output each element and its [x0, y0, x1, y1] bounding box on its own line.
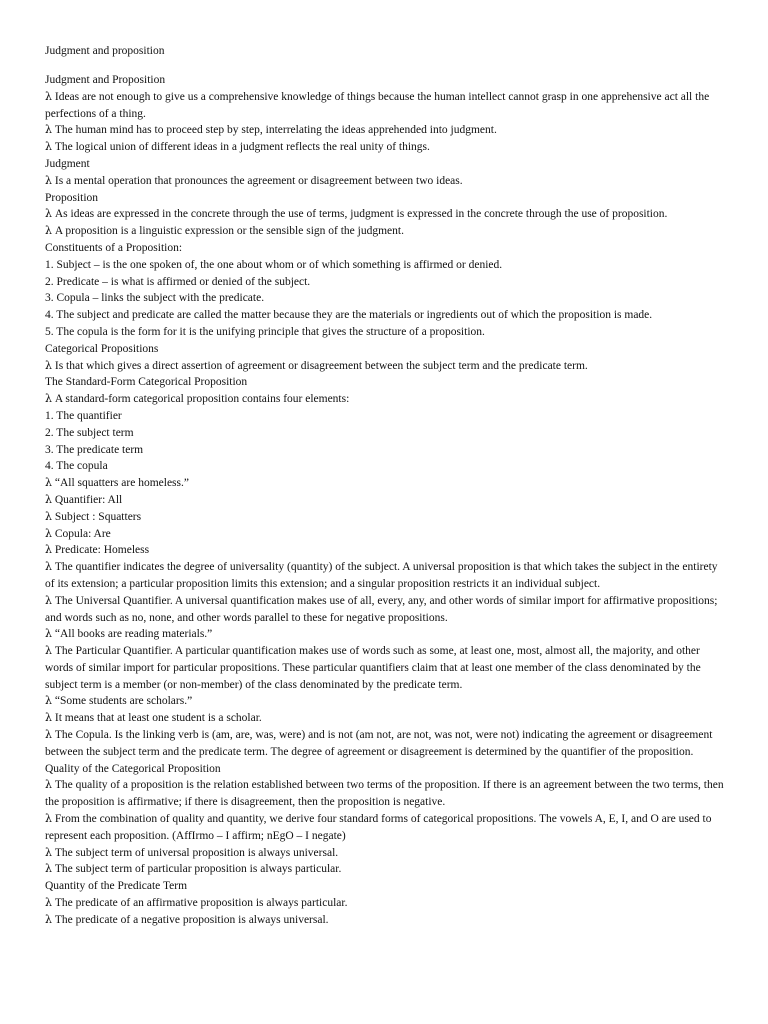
lambda-bullet-icon: λ: [45, 173, 52, 187]
bullet-item: [45, 861, 725, 878]
document-title: Judgment and proposition: [45, 45, 165, 57]
bullet-item: [45, 912, 725, 929]
section-heading: [45, 878, 725, 895]
line-text: 3. Copula – links the subject with the predicate.: [45, 292, 265, 305]
line-text: Categorical Propositions: [45, 342, 159, 355]
bullet-item: [45, 173, 725, 190]
bullet-item: [45, 811, 725, 845]
line-text: As ideas are expressed in the concrete through the use of terms, judgment is expressed in the concrete through the use of proposition.: [54, 208, 668, 221]
bullet-item: [45, 559, 725, 593]
line-text: Proposition: [45, 191, 99, 204]
line-text: The logical union of different ideas in a judgment reflects the real unity of things.: [54, 141, 430, 154]
line-text: Is a mental operation that pronounces the agreement or disagreement between two ideas.: [54, 174, 463, 187]
bullet-item: [45, 845, 725, 862]
lambda-bullet-icon: λ: [45, 526, 52, 540]
line-text: “Some students are scholars.”: [54, 695, 193, 708]
line-text: The Copula. Is the linking verb is (am, are, was, were) and is not (am not, are not, was not, were not) indicating the agreement or disagreement between the subject term and the predicate term. The degree of agreement or disagreement is determined by the quantifier of the proposition.: [45, 729, 713, 758]
lambda-bullet-icon: λ: [45, 509, 52, 523]
section-heading: [45, 190, 725, 207]
line-text: The subject term of particular proposition is always particular.: [54, 863, 342, 876]
line-text: From the combination of quality and quantity, we derive four standard forms of categorical propositions. The vowels A, E, I, and O are used to represent each proposition. (AffIrmo – I affirm; nEgO – I negate): [45, 813, 712, 842]
lambda-bullet-icon: λ: [45, 476, 52, 490]
line-text: The Standard-Form Categorical Proposition: [45, 376, 248, 389]
lambda-bullet-icon: λ: [45, 358, 52, 372]
line-text: 1. Subject – is the one spoken of, the one about whom or of which something is affirmed or denied.: [45, 258, 503, 271]
line-text: 2. Predicate – is what is affirmed or denied of the subject.: [45, 275, 311, 288]
bullet-item: [45, 643, 725, 693]
line-text: The human mind has to proceed step by step, interrelating the ideas apprehended into judgment.: [54, 124, 497, 137]
lambda-bullet-icon: λ: [45, 207, 52, 221]
numbered-item: [45, 274, 725, 291]
lambda-bullet-icon: λ: [45, 627, 52, 641]
bullet-item: [45, 509, 725, 526]
section-heading: [45, 374, 725, 391]
section-heading: [45, 156, 725, 173]
lambda-bullet-icon: λ: [45, 560, 52, 574]
bullet-item: [45, 693, 725, 710]
lambda-bullet-icon: λ: [45, 644, 52, 658]
line-text: A standard-form categorical proposition contains four elements:: [54, 393, 350, 406]
line-text: The subject term of universal proposition is always universal.: [54, 846, 339, 859]
line-text: 4. The subject and predicate are called the matter because they are the materials or ingredients out of which the proposition is made.: [45, 309, 653, 322]
line-text: A proposition is a linguistic expression or the sensible sign of the judgment.: [54, 225, 404, 238]
line-text: 3. The predicate term: [45, 443, 144, 456]
bullet-item: [45, 223, 725, 240]
line-text: “All books are reading materials.”: [54, 628, 213, 641]
line-text: Ideas are not enough to give us a comprehensive knowledge of things because the human intellect cannot grasp in one apprehensive act all the perfections of a thing.: [45, 90, 710, 120]
numbered-item: [45, 324, 725, 341]
line-text: Quantifier: All: [54, 493, 123, 506]
numbered-item: [45, 408, 725, 425]
line-text: Judgment and Proposition: [45, 74, 166, 86]
numbered-item: [45, 290, 725, 307]
numbered-item: [45, 307, 725, 324]
line-text: Judgment: [45, 157, 90, 170]
numbered-item: [45, 442, 725, 459]
lambda-bullet-icon: λ: [45, 812, 52, 826]
lambda-bullet-icon: λ: [45, 896, 52, 910]
bullet-item: [45, 206, 725, 223]
section-heading: [45, 341, 725, 358]
line-text: It means that at least one student is a scholar.: [54, 712, 262, 725]
line-text: “All squatters are homeless.”: [54, 477, 189, 490]
lambda-bullet-icon: λ: [45, 123, 52, 137]
bullet-item: [45, 895, 725, 912]
line-text: 5. The copula is the form for it is the unifying principle that gives the structure of a proposition.: [45, 325, 485, 338]
lambda-bullet-icon: λ: [45, 778, 52, 792]
lambda-bullet-icon: λ: [45, 862, 52, 876]
line-text: The Particular Quantifier. A particular quantification makes use of words such as some, at least one, most, almost all, the majority, and other words of similar import for particular propositions. These particular quantifiers claim that at least one member of the class denominated by the subject term is a member (or non-member) of the class denominated by the predicate term.: [45, 645, 701, 691]
line-text: 4. The copula: [45, 460, 108, 473]
bullet-item: [45, 710, 725, 727]
bullet-item: [45, 492, 725, 509]
line-text: The predicate of a negative proposition is always universal.: [54, 913, 329, 926]
bullet-item: [45, 727, 725, 761]
bullet-item: [45, 777, 725, 811]
bullet-item: [45, 391, 725, 408]
lambda-bullet-icon: λ: [45, 492, 52, 506]
lambda-bullet-icon: λ: [45, 845, 52, 859]
line-text: The quality of a proposition is the relation established between two terms of the proposition. If there is an agreement between the two terms, then the proposition is affirmative; if there is disagreement, then the proposition is negative.: [45, 779, 724, 809]
section-heading: [45, 761, 725, 778]
bullet-item: [45, 89, 725, 123]
lambda-bullet-icon: λ: [45, 224, 52, 238]
line-text: The Universal Quantifier. A universal quantification makes use of all, every, any, and other words of similar import for affirmative propositions; and words such as no, none, and other words parallel to these for negative propositions.: [45, 594, 718, 624]
line-text: The quantifier indicates the degree of universality (quantity) of the subject. A universal proposition is that which takes the subject in the entirety of its extension; a particular proposition limits this extension; and a singular proposition restricts it an individual subject.: [45, 561, 718, 590]
bullet-item: [45, 626, 725, 643]
numbered-item: [45, 257, 725, 274]
line-text: 1. The quantifier: [45, 409, 122, 422]
bullet-item: [45, 139, 725, 156]
bullet-item: [45, 526, 725, 543]
lambda-bullet-icon: λ: [45, 694, 52, 708]
numbered-item: [45, 425, 725, 442]
line-text: 2. The subject term: [45, 426, 134, 439]
numbered-item: [45, 458, 725, 475]
lambda-bullet-icon: λ: [45, 543, 52, 557]
document-body: [45, 72, 725, 929]
line-text: Constituents of a Proposition:: [45, 241, 183, 254]
lambda-bullet-icon: λ: [45, 912, 52, 926]
bullet-item: [45, 122, 725, 139]
line-text: The predicate of an affirmative proposition is always particular.: [54, 897, 348, 910]
section-heading: [45, 240, 725, 257]
lambda-bullet-icon: λ: [45, 711, 52, 725]
line-text: Predicate: Homeless: [54, 544, 150, 557]
lambda-bullet-icon: λ: [45, 728, 52, 742]
line-text: Is that which gives a direct assertion of agreement or disagreement between the subject term and the predicate term.: [54, 359, 588, 372]
line-text: Quantity of the Predicate Term: [45, 880, 188, 893]
section-heading: [45, 72, 725, 89]
bullet-item: [45, 475, 725, 492]
lambda-bullet-icon: λ: [45, 140, 52, 154]
bullet-item: [45, 593, 725, 627]
line-text: Quality of the Categorical Proposition: [45, 762, 221, 775]
bullet-item: [45, 542, 725, 559]
lambda-bullet-icon: λ: [45, 89, 52, 103]
bullet-item: [45, 358, 725, 375]
lambda-bullet-icon: λ: [45, 392, 52, 406]
line-text: Subject : Squatters: [54, 510, 142, 523]
lambda-bullet-icon: λ: [45, 593, 52, 607]
line-text: Copula: Are: [54, 527, 111, 540]
